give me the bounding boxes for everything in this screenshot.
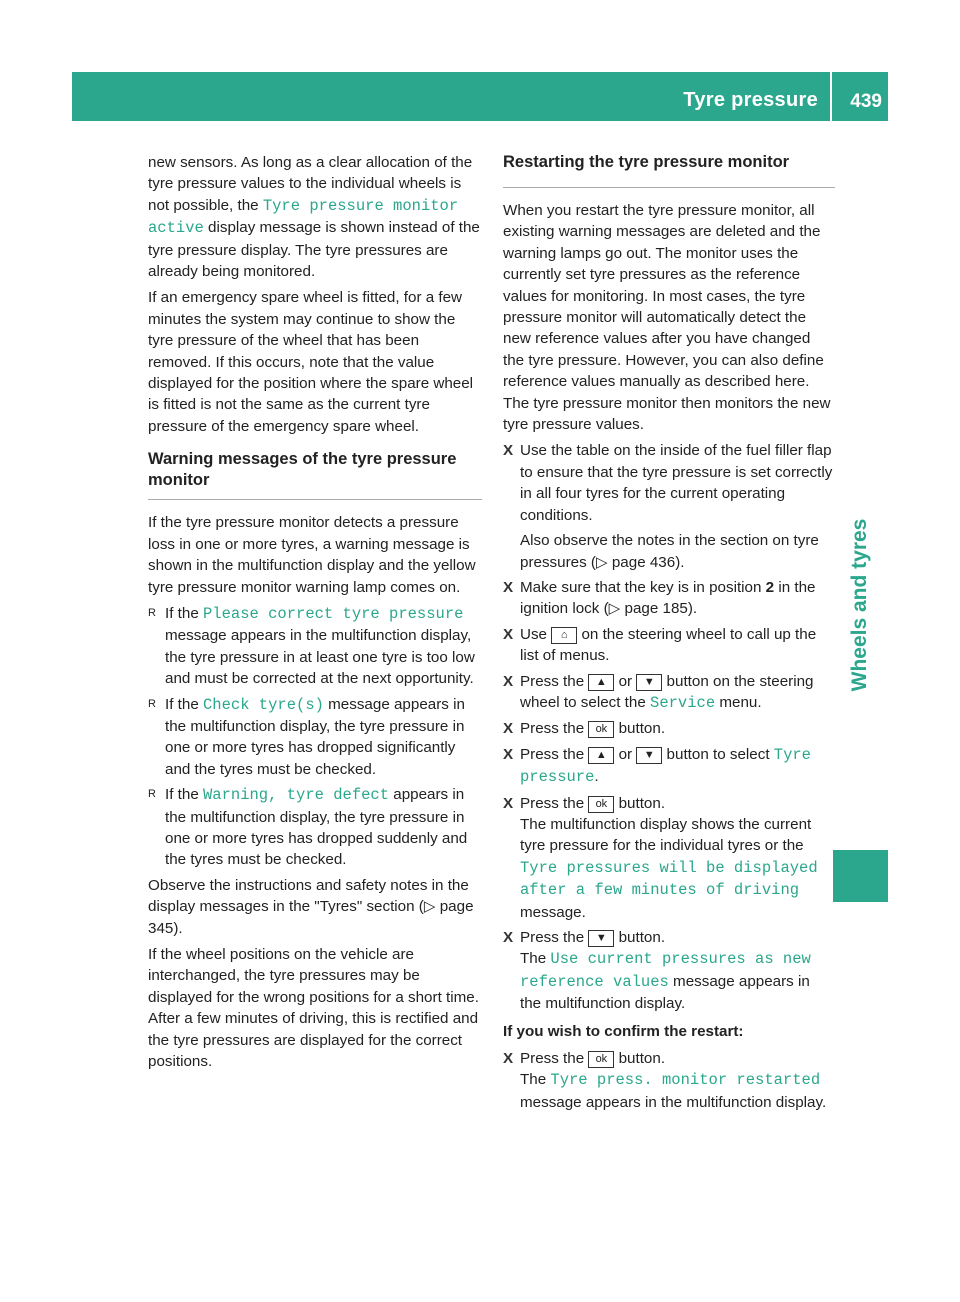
bullet-icon: R — [148, 606, 156, 619]
text: button to select — [662, 745, 774, 763]
display-message: Warning, tyre defect — [203, 786, 390, 805]
display-message: Please correct tyre pressure — [203, 604, 464, 623]
section-heading: Warning messages of the tyre pressure monitor — [148, 450, 457, 490]
up-arrow-icon: ▲ — [588, 674, 614, 691]
note — [520, 948, 835, 1014]
text: new sensors. As long as a clear allocation of the tyre pressure values to the individual wheels is not possible, the — [148, 154, 473, 214]
text: . — [594, 768, 599, 786]
down-arrow-icon: ▼ — [636, 674, 662, 691]
step-item — [503, 577, 835, 620]
text: button. — [614, 720, 666, 738]
text: Use the table on the inside of the fuel filler flap to ensure that the tyre pressure is set correctly in all four tyres for the current operating conditions. — [520, 442, 833, 524]
heading-rule — [503, 187, 835, 188]
text: If the — [165, 695, 203, 713]
text: message appears in the multifunction display. — [520, 1093, 827, 1111]
text: on the steering wheel to call up the list of menus. — [520, 625, 817, 665]
text: button on the steering wheel to select the — [520, 672, 814, 711]
text: Press the — [520, 1050, 589, 1068]
text: display message is shown instead of the tyre pressure display. The tyre pressures are already being monitored. — [148, 219, 480, 281]
text: message appears in the multifunction display, the tyre pressure in one or more tyres has dropped significantly and the tyres must be checked. — [165, 695, 465, 778]
step-item — [503, 744, 835, 789]
text: button. — [614, 929, 666, 946]
up-arrow-icon: ▲ — [588, 747, 614, 764]
text: in the ignition lock (▷ page 185). — [520, 578, 816, 618]
text: or — [614, 745, 637, 763]
bullet-icon: R — [148, 697, 156, 710]
section-heading: Restarting the tyre pressure monitor — [503, 153, 790, 171]
text: Press the — [520, 745, 589, 763]
text: menu. — [715, 693, 762, 711]
home-icon: ⌂ — [551, 627, 577, 644]
text: The — [520, 950, 551, 968]
text: Make sure that the key is in position — [520, 578, 766, 596]
section-tab-label: Wheels and tyres — [848, 518, 871, 692]
display-message: Service — [650, 693, 716, 712]
subheading: If you wish to confirm the restart: — [503, 1022, 744, 1040]
page-header — [72, 72, 888, 121]
text: If the — [165, 786, 203, 804]
step-item — [503, 927, 835, 1015]
paragraph: If an emergency spare wheel is fitted, for a few minutes the system may continue to show the tyre pressure of the wheel that has been removed. If this occurs, note that the value displayed for the position where the spare wheel is fitted is not the same as the current tyre pressure of the emergency spare wheel. — [148, 289, 474, 435]
section-tab — [833, 518, 888, 692]
text: The multifunction display shows the current tyre pressure for the individual tyres or the — [520, 815, 812, 855]
paragraph: Observe the instructions and safety notes in the display messages in the "Tyres" section (▷ page 345). — [148, 876, 474, 937]
step-arrow-icon: X — [503, 929, 514, 946]
text: button. — [614, 794, 666, 812]
step-arrow-icon: X — [503, 625, 514, 643]
down-arrow-icon: ▼ — [588, 930, 614, 947]
step-arrow-icon: X — [503, 1050, 514, 1068]
list-item — [148, 694, 482, 781]
right-column — [503, 152, 835, 1117]
text: appears in the multifunction display, the tyre pressure in one or more tyres has dropped suddenly and the tyres must be checked. — [165, 786, 468, 869]
paragraph: When you restart the tyre pressure monitor, all existing warning messages are deleted and the warning lamps go out. The monitor uses the currently set tyre pressures as the reference values for monitoring. In most cases, the tyre pressure monitor will automatically detect the new reference values after you have changed the tyre pressure. However, you can also define reference values manually as described here. The tyre pressure monitor then monitors the new tyre pressure values. — [503, 202, 831, 434]
display-message: Tyre pressure monitor active — [148, 196, 459, 238]
heading-rule — [148, 499, 482, 500]
note — [520, 814, 835, 923]
section-marker-block — [833, 850, 888, 902]
text: message. — [520, 903, 586, 921]
page-number: 439 — [850, 91, 882, 112]
ok-icon: ok — [588, 796, 614, 813]
list-item — [148, 603, 482, 690]
text: Press the — [520, 794, 589, 812]
bullet-icon: R — [148, 788, 156, 801]
text: message appears in the multifunction display, the tyre pressure in at least one tyre is too low and must be corrected at the next opportunity. — [165, 627, 475, 688]
text: The — [520, 1071, 551, 1089]
text: Press the — [520, 720, 589, 738]
note — [520, 1069, 835, 1113]
paragraph — [148, 152, 482, 282]
step-arrow-icon: X — [503, 720, 514, 738]
ok-icon: ok — [588, 1051, 614, 1068]
step-item — [503, 793, 835, 923]
step-arrow-icon: X — [503, 672, 514, 690]
step-item — [503, 718, 835, 739]
paragraph: If the tyre pressure monitor detects a pressure loss in one or more tyres, a warning message is shown in the multifunction display and the yellow tyre pressure monitor warning lamp comes on. — [148, 514, 476, 596]
key-position: 2 — [765, 578, 775, 596]
step-arrow-icon: X — [503, 794, 514, 812]
text: button. — [614, 1050, 666, 1068]
note: Also observe the notes in the section on tyre pressures (▷ page 436). — [520, 532, 819, 571]
header-divider — [830, 72, 832, 121]
step-item — [503, 671, 835, 715]
text: If the — [165, 604, 203, 622]
text: or — [614, 672, 637, 690]
display-message: Tyre pressure — [520, 745, 811, 787]
step-item — [503, 624, 835, 667]
display-message: Tyre pressures will be displayed after a few minutes of driving — [520, 858, 818, 900]
text: Press the — [520, 672, 589, 690]
step-arrow-icon: X — [503, 745, 514, 763]
text: Use — [520, 625, 552, 643]
paragraph: If the wheel positions on the vehicle are interchanged, the tyre pressures may be displayed for the wrong positions for a short time. After a few minutes of driving, this is rectified and the tyre pressures are displayed for the correct positions. — [148, 946, 479, 1071]
ok-icon: ok — [588, 721, 614, 738]
down-arrow-icon: ▼ — [636, 747, 662, 764]
page-title: Tyre pressure — [683, 89, 818, 111]
step-arrow-icon: X — [503, 442, 514, 460]
display-message: Tyre press. monitor restarted — [550, 1071, 821, 1090]
step-arrow-icon: X — [503, 578, 514, 596]
text: message appears in the multifunction display. — [520, 972, 810, 1013]
list-item — [148, 784, 482, 871]
display-message: Check tyre(s) — [203, 695, 324, 714]
display-message: Use current pressures as new reference values — [520, 950, 811, 991]
text: Press the — [520, 929, 589, 946]
step-item — [503, 1048, 835, 1113]
left-column — [148, 152, 482, 1077]
step-item — [503, 440, 835, 572]
